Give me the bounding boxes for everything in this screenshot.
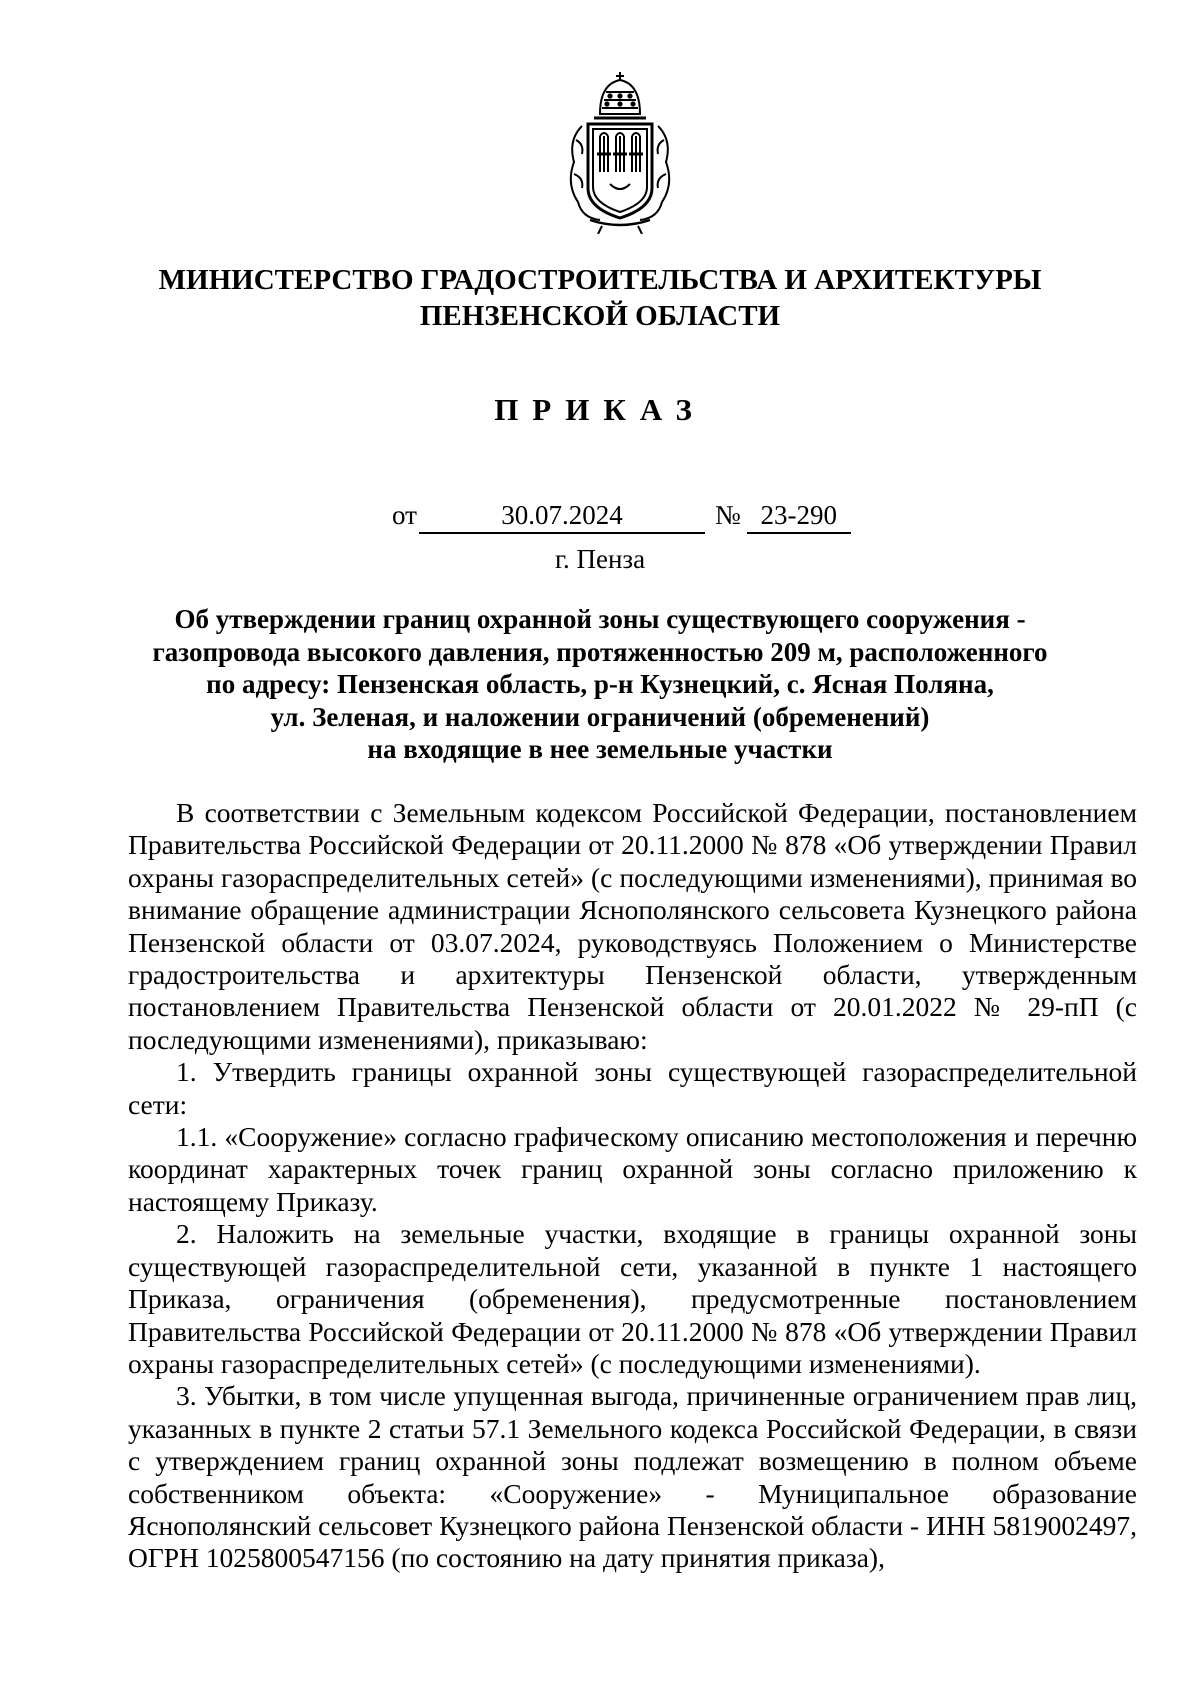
document-city: г. Пенза <box>554 544 646 574</box>
document-type-title: ПРИКАЗ <box>494 392 706 427</box>
ministry-name-line1: МИНИСТЕРСТВО ГРАДОСТРОИТЕЛЬСТВА И АРХИТЕКТУРЫ <box>158 264 1042 296</box>
document-date-number-row <box>392 498 851 532</box>
clause-2-paragraph: 2. Наложить на земельные участки, входящие в границы охранной зоны существующей газораспределительной сети, указанной в пункте 1 настоящего Приказа, ограничения (обременения), предусмотренные постановлением Правительства Российской Федерации от 20.11.2000 № 878 «Об утверждении Правил охраны газораспределительных сетей» (с последующими изменениями). <box>128 1218 1137 1379</box>
subject-line: на входящие в нее земельные участки <box>367 734 833 764</box>
subject-line: газопровода высокого давления, протяженностью 209 м, расположенного <box>152 636 1048 667</box>
clause-1-1-paragraph: 1.1. «Сооружение» согласно графическому описанию местоположения и перечню координат характерных точек границ охранной зоны согласно приложению к настоящему Приказу. <box>128 1121 1137 1217</box>
document-number: 23-290 <box>747 498 851 534</box>
penza-coat-of-arms-icon <box>560 70 680 234</box>
ministry-name <box>100 262 1100 334</box>
document-subject <box>100 603 1100 766</box>
subject-line: Об утверждении границ охранной зоны существующего сооружения - <box>174 604 1026 634</box>
number-label: № <box>714 500 741 530</box>
subject-line: по адресу: Пензенская область, р-н Кузнецкий, с. Ясная Поляна, <box>206 669 994 699</box>
document-date: 30.07.2024 <box>419 498 705 534</box>
ministry-name-line2: ПЕНЗЕНСКОЙ ОБЛАСТИ <box>419 300 781 332</box>
clause-1-paragraph: 1. Утвердить границы охранной зоны существующей газораспределительной сети: <box>128 1056 1137 1120</box>
subject-line: ул. Зеленая, и наложении ограничений (обременений) <box>270 701 930 732</box>
clause-3-paragraph: 3. Убытки, в том числе упущенная выгода, причиненные ограничением прав лиц, указанных в пункте 2 статьи 57.1 Земельного кодекса Российской Федерации, в связи с утверждением границ охранной зоны подлежат возмещению в полном объеме собственником объекта: «Сооружение» - Муниципальное образование Яснополянский сельсовет Кузнецкого района Пензенской области - ИНН 5819002497, ОГРН 1025800547156 (по состоянию на дату принятия приказа), <box>128 1380 1137 1574</box>
document-body <box>128 797 1137 1575</box>
preamble-paragraph: В соответствии с Земельным кодексом Российской Федерации, постановлением Правительства Российской Федерации от 20.11.2000 № 878 «Об утверждении Правил охраны газораспределительных сетей» (с последующими изменениями), принимая во внимание обращение администрации Яснополянского сельсовета Кузнецкого района Пензенской области от 03.07.2024, руководствуясь Положением о Министерстве градостроительства и архитектуры Пензенской области, утвержденным постановлением Правительства Пензенской области от 20.01.2022 № 29-пП (с последующими изменениями), приказываю: <box>128 797 1137 1055</box>
date-label: от <box>392 500 417 530</box>
